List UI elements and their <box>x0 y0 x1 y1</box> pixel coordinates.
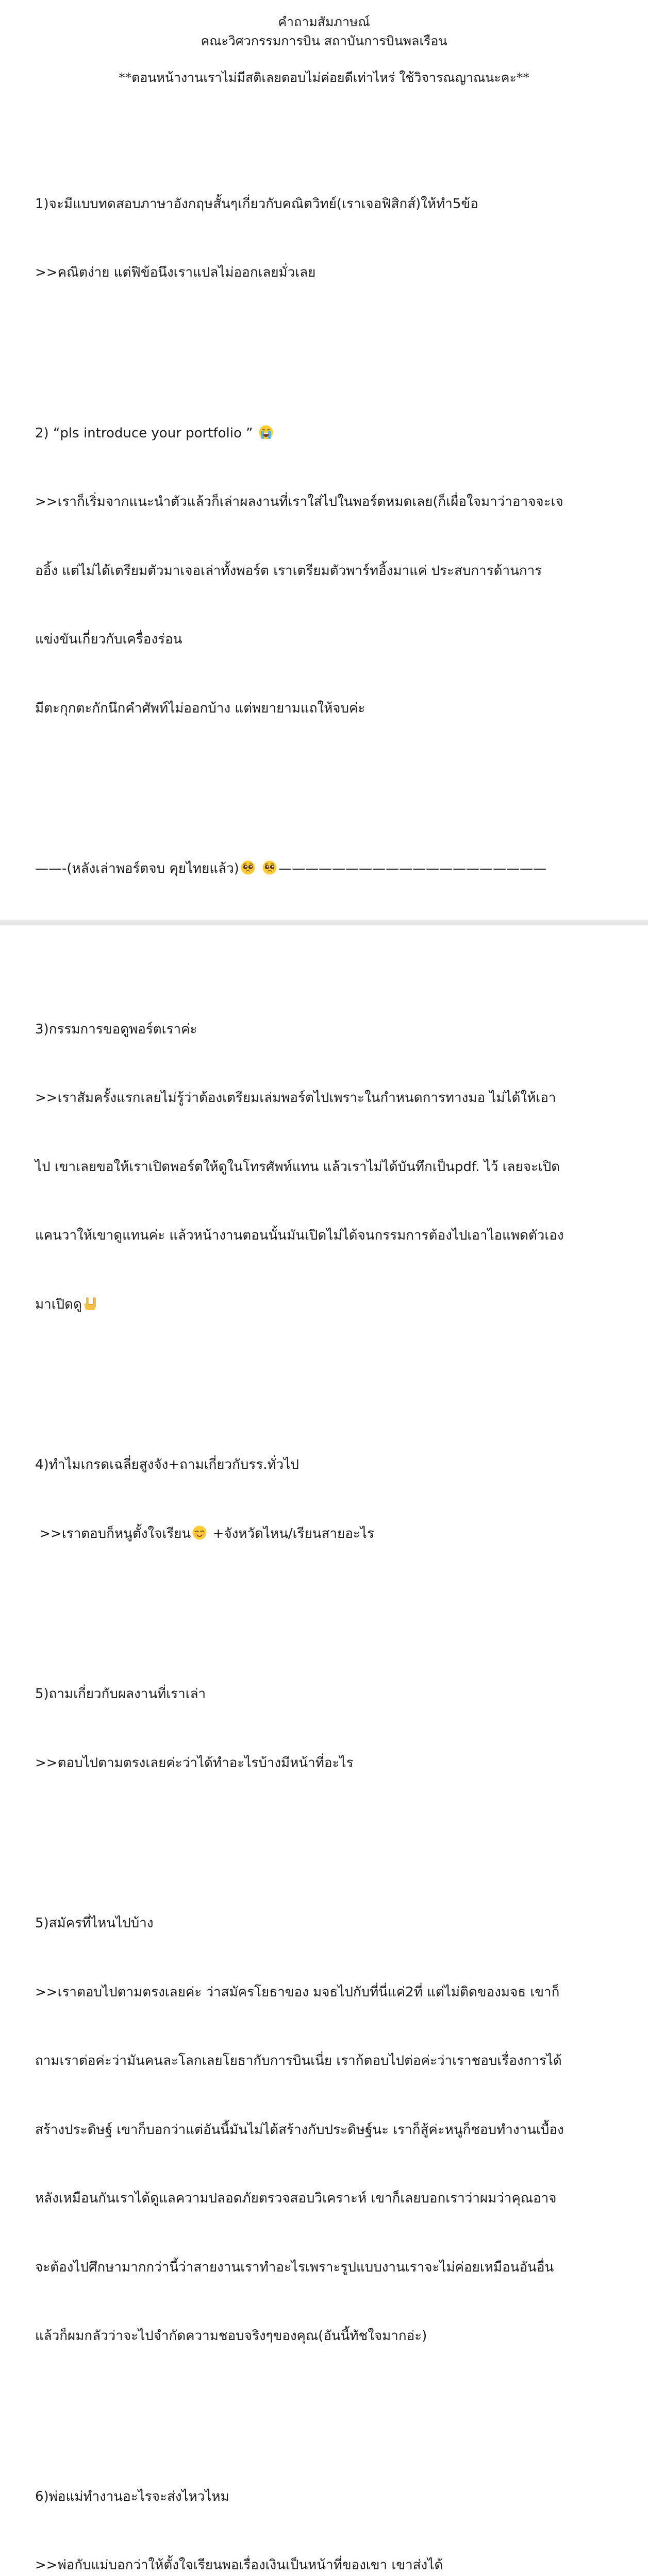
question-3: 3)กรรมการขอดูพอร์ตเราค่ะ <box>35 1021 197 1037</box>
spacer <box>35 2394 618 2417</box>
love-you-gesture-icon <box>83 1296 98 1311</box>
section-divider <box>35 857 618 880</box>
smiling-face-icon <box>192 1525 207 1540</box>
spacer <box>35 1591 618 1614</box>
question-5b: 5)สมัครที่ไหนไปบ้าง <box>35 1916 154 1931</box>
answer-3-line-4-text: มาเปิดดู <box>35 1296 82 1312</box>
pleading-face-icon <box>262 860 277 875</box>
answer-3-line-3: แคนวาให้เขาดูแทนค่ะ แล้วหน้างานตอนนั้นมันเปิดไม่ได้จนกรรมการต้องไปเอาไอแพดตัวเอง <box>35 1228 564 1243</box>
spacer <box>35 330 618 353</box>
question-2-text: 2) “pls introduce your portfolio ” <box>35 425 253 441</box>
divider-suffix: ———————————————————— <box>278 861 547 876</box>
answer-3-line-2: ไป เขาเลยขอให้เราเปิดพอร์ตให้ดูในโทรศัพท์แทน แล้วเราไม่ได้บันทึกเป็นpdf. ไว้ เลยจะเปิด <box>35 1159 560 1175</box>
answer-6: >>พ่อกับแม่บอกว่าให้ตั้งใจเรียนพอเรื่องเงินเป็นหน้าที่ของเขา เขาส่งได้ <box>35 2557 443 2573</box>
pleading-face-icon <box>240 860 256 875</box>
question-2 <box>35 422 618 445</box>
page-bottom-edge <box>0 920 648 925</box>
document-title: คำถามสัมภาษณ์ <box>278 14 370 29</box>
answer-5b-line-3: สร้างประดิษฐ์ เขาก็บอกว่าแต่อันนี้มันไม่ได้สร้างกับประดิษฐ์นะ เราก็สู้ค่ะหนูก็ชอบทำงานเบื้อง <box>35 2122 564 2138</box>
document-note: **ตอนหน้างานเราไม่มีสติเลยตอบไม่ค่อยดีเท่าไหร่ ใช้วิจารณญาณนะคะ** <box>119 70 529 85</box>
answer-5b-line-4: หลังเหมือนกันเราได้ดูแลความปลอดภัยตรวจสอบวิเคราะห์ เขาก็เลยบอกเราว่าผมว่าคุณอาจ <box>35 2191 557 2206</box>
answer-5b-line-2: ถามเราต่อค่ะว่ามันคนละโลกเลยโยธากับการบินเนี่ย เราก้ตอบไปต่อค่ะว่าเราชอบเรื่องการได้ <box>35 2053 562 2069</box>
answer-4 <box>35 1522 618 1546</box>
answer-2-line-4: มีตะกุกตะกักนึกคำศัพท์ไม่ออกบ้าง แต่พยายามแถให้จบค่ะ <box>35 700 365 716</box>
spacer <box>35 1362 618 1385</box>
question-1: 1)จะมีแบบทดสอบภาษาอังกฤษสั้นๆเกี่ยวกับคณิตวิทย์(เราเจอฟิสิกส์)ให้ทำ5ข้อ <box>35 196 478 212</box>
answer-5b-line-6: แล้วก็ผมกลัวว่าจะไปจำกัดความชอบจริงๆของคุณ(อันนี้ทัชใจมากอ่ะ) <box>35 2328 427 2344</box>
answer-5b-line-5: จะต้องไปศึกษามากกว่านี้ว่าสายงานเราทำอะไรเพราะรูปแบบงานเราจะไม่ค่อยเหมือนอันอื่น <box>35 2259 554 2275</box>
answer-5b-line-1: >>เราตอบไปตามตรงเลยค่ะ ว่าสมัครโยธาของ มจธไปกับที่นี่แค่2ที่ แต่ไม่ติดของมจธ เขาก็ <box>35 1984 560 2000</box>
question-6: 6)พ่อแม่ทำงานอะไรจะส่งไหวไหม <box>35 2488 229 2504</box>
spacer <box>35 926 618 950</box>
answer-2-line-2: ออิ้ง แต่ไม่ได้เตรียมตัวมาเจอเล่าทั้งพอร์ต เราเตรียมตัวพาร์ทอิ้งมาแค่ ประสบการด้านการ <box>35 563 542 579</box>
answer-3-line-4 <box>35 1293 618 1316</box>
answer-5a: >>ตอบไปตามตรงเลยค่ะว่าได้ทำอะไรบ้างมีหน้าที่อะไร <box>35 1755 354 1771</box>
answer-4-prefix: >>เราตอบก็หนูตั้งใจเรียน <box>35 1526 191 1541</box>
document-body <box>35 124 618 2576</box>
answer-2-line-1: >>เราก็เริ่มจากแนะนำตัวแล้วก็เล่าผลงานที่เราใส่ไปในพอร์ตหมดเลย(ก็เผื่อใจมาว่าอาจจะเจ <box>35 494 563 510</box>
spacer <box>35 766 618 789</box>
question-4: 4)ทำไมเกรดเฉลี่ยสูงจัง+ถามเกี่ยวกับรร.ทั่วไป <box>35 1457 299 1472</box>
spacer <box>35 1820 618 1843</box>
divider-prefix: ——-(หลังเล่าพอร์ตจบ คุยไทยแล้ว) <box>35 861 239 876</box>
document-subtitle: คณะวิศวกรรมการบิน สถาบันการบินพลเรือน <box>201 33 447 48</box>
answer-3-line-1: >>เราสัมครั้งแรกเลยไม่รู้ว่าต้องเตรียมเล่มพอร์ตไปเพราะในกำหนดการทางมอ ไม่ได้ให้เอา <box>35 1090 556 1106</box>
question-5a: 5)ถามเกี่ยวกับผลงานที่เราเล่า <box>35 1686 206 1702</box>
answer-4-suffix: +จังหวัดไหน/เรียนสายอะไร <box>208 1526 374 1541</box>
answer-2-line-3: แข่งขันเกี่ยวกับเครื่องร่อน <box>35 632 182 647</box>
answer-1: >>คณิตง่าย แต่ฟิข้อนึงเราแปลไม่ออกเลยมั่วเลย <box>35 265 316 280</box>
loudly-crying-face-icon <box>258 425 274 440</box>
